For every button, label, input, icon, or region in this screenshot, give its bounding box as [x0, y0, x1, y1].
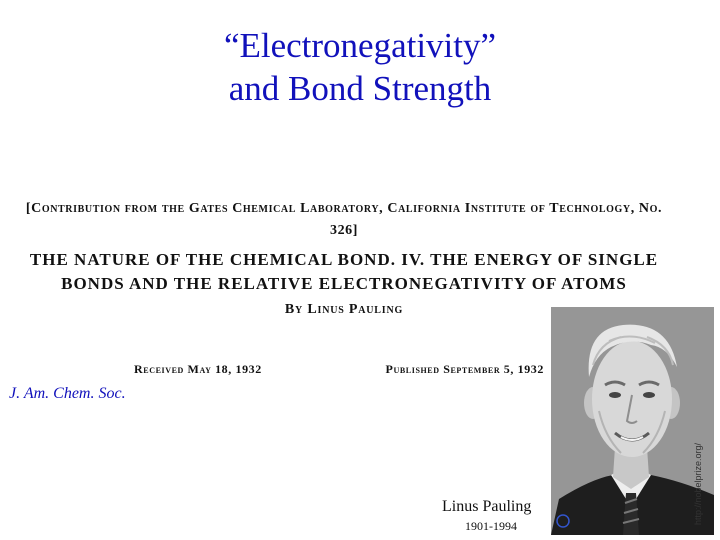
- journal-citation: J. Am. Chem. Soc.: [9, 385, 126, 402]
- portrait-name-caption: Linus Pauling: [442, 498, 532, 515]
- paper-contribution: [Contribution from the Gates Chemical Laboratory, California Institute of Technology, No. 326]: [25, 201, 663, 238]
- paper-title: THE NATURE OF THE CHEMICAL BOND. IV. THE ENERGY OF SINGLE BONDS AND THE RELATIVE ELECTRONEGATIVITY OF ATOMS: [29, 250, 659, 293]
- slide-title-line-2: and Bond Strength: [228, 69, 492, 108]
- portrait-credit: http://nobelprize.org/: [693, 442, 703, 525]
- slide-title-line-1: “Electronegativity”: [223, 26, 497, 65]
- portrait-years-caption: 1901-1994: [465, 519, 517, 533]
- paper-dates: [134, 362, 544, 377]
- paper-header: [14, 198, 674, 376]
- slide-title: [0, 24, 720, 110]
- paper-received-date: Received May 18, 1932: [134, 362, 262, 376]
- paper-published-date: Published September 5, 1932: [385, 362, 544, 376]
- linus-pauling-portrait: [551, 307, 714, 535]
- paper-author: By Linus Pauling: [284, 302, 404, 317]
- portrait-image: [551, 307, 714, 535]
